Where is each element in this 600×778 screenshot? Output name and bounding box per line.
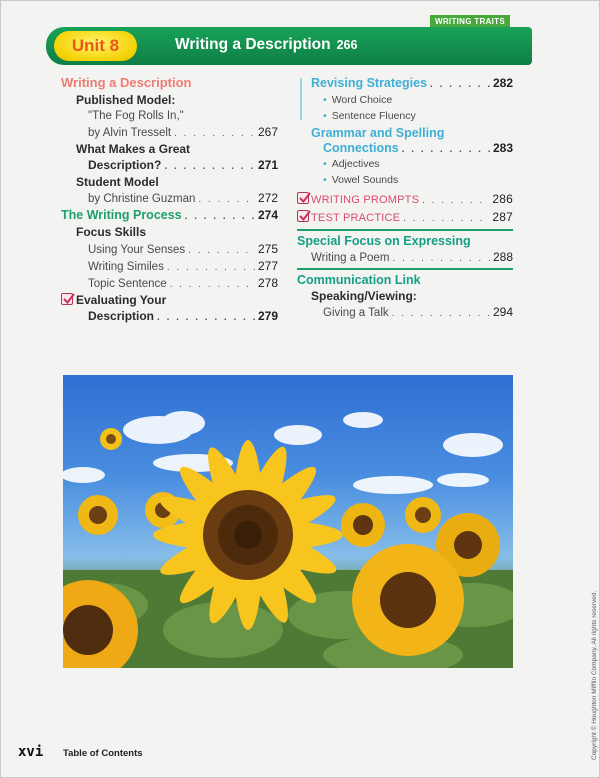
bullet-label: Adjectives	[331, 158, 380, 170]
bullet-icon: •	[323, 174, 327, 186]
bullet-icon: •	[323, 158, 327, 170]
toc-entry-revising[interactable]	[311, 75, 513, 91]
toc-entry-writing-process[interactable]	[61, 207, 278, 223]
communication-entry: Giving a Talk	[323, 307, 389, 319]
divider-rule	[297, 229, 513, 231]
published-model-author: by Alvin Tresselt	[88, 127, 172, 139]
list-item	[323, 108, 416, 124]
page-number: 267	[257, 125, 278, 139]
page-number: 283	[492, 141, 513, 155]
grammar-line2: Connections	[323, 141, 399, 155]
writing-prompts-label: WRITING PROMPTS	[311, 194, 420, 206]
focus-skill-label: Using Your Senses	[88, 244, 186, 256]
leader-dots	[403, 211, 489, 227]
section-title: Writing a Description	[61, 75, 192, 90]
toc-entry-focus-skill[interactable]	[88, 241, 278, 257]
toc-entry-published-model[interactable]	[88, 124, 278, 140]
focus-skill-label: Topic Sentence	[88, 278, 167, 290]
unit-page-number: 266	[336, 38, 358, 52]
page-number: 282	[492, 76, 513, 90]
writing-traits-tag: WRITING TRAITS	[430, 15, 510, 28]
leader-dots	[185, 209, 255, 225]
bullet-icon: •	[323, 110, 327, 122]
leader-dots	[170, 277, 255, 293]
special-focus-heading: Special Focus on Expressing	[297, 234, 471, 248]
page-number: 286	[492, 192, 513, 206]
toc-entry-test-practice[interactable]	[311, 209, 513, 225]
communication-heading: Communication Link	[297, 273, 421, 287]
page-number: 277	[257, 259, 278, 273]
footer-page-number: xvi	[18, 744, 44, 760]
check-icon	[297, 210, 309, 222]
sunflower-main	[153, 440, 343, 630]
communication-sub: Speaking/Viewing:	[311, 289, 417, 303]
great-description-line1: What Makes a Great	[76, 142, 191, 156]
bullet-label: Vowel Sounds	[331, 174, 399, 186]
revising-label: Revising Strategies	[311, 76, 428, 90]
leader-dots	[188, 243, 255, 259]
published-model-title: "The Fog Rolls In,"	[88, 110, 184, 122]
page-number: 271	[257, 158, 278, 172]
check-icon	[61, 293, 73, 305]
toc-entry-writing-prompts[interactable]	[311, 191, 513, 207]
toc-entry-student-model[interactable]	[88, 190, 278, 206]
list-item	[323, 92, 392, 108]
check-icon	[297, 192, 309, 204]
test-practice-label: TEST PRACTICE	[311, 212, 401, 224]
special-focus-entry: Writing a Poem	[311, 252, 390, 264]
leader-dots	[167, 260, 255, 276]
page-number: 294	[492, 305, 513, 319]
student-model-author: by Christine Guzman	[88, 193, 196, 205]
page-number: 275	[257, 242, 278, 256]
page-number: 288	[492, 250, 513, 264]
page-number: 272	[257, 191, 278, 205]
leader-dots	[430, 77, 490, 93]
leader-dots	[392, 306, 490, 322]
leader-dots	[164, 159, 255, 175]
divider-rule	[297, 268, 513, 270]
bullet-label: Word Choice	[331, 94, 393, 106]
page-number: 287	[492, 210, 513, 224]
toc-entry-focus-skill[interactable]	[88, 275, 278, 291]
writing-process-label: The Writing Process	[61, 208, 182, 222]
focus-skills-heading: Focus Skills	[76, 225, 147, 239]
student-model-heading: Student Model	[76, 175, 159, 189]
unit-title-text: Writing a Description	[175, 36, 331, 53]
focus-skill-label: Writing Similes	[88, 261, 164, 273]
leader-dots	[402, 142, 490, 158]
published-model-heading: Published Model:	[76, 93, 176, 107]
list-item	[323, 172, 398, 188]
unit-label: Unit 8	[54, 31, 137, 61]
toc-entry-grammar[interactable]	[323, 140, 513, 156]
copyright-note: Copyright © Houghton Mifflin Company. All rights reserved.	[591, 590, 598, 760]
footer-label: Table of Contents	[63, 748, 143, 759]
page-number: 279	[257, 309, 278, 323]
leader-dots	[157, 310, 255, 326]
divider-line	[300, 78, 302, 120]
great-description-line2: Description?	[88, 158, 162, 172]
leader-dots	[198, 192, 255, 208]
toc-entry-great-description[interactable]	[88, 157, 278, 173]
page-number: 274	[257, 208, 278, 222]
sunflower-medium-right	[352, 544, 464, 656]
toc-entry-focus-skill[interactable]	[88, 258, 278, 274]
evaluating-line2: Description	[88, 309, 155, 323]
sunflower-illustration	[63, 375, 513, 668]
toc-entry-communication[interactable]	[323, 304, 513, 320]
leader-dots	[174, 126, 255, 142]
toc-entry-special-focus[interactable]	[311, 249, 513, 265]
grammar-line1: Grammar and Spelling	[311, 126, 445, 140]
page-number: 278	[257, 276, 278, 290]
bullet-label: Sentence Fluency	[331, 110, 416, 122]
leader-dots	[392, 251, 490, 267]
sunflower-field-photo	[63, 375, 513, 668]
toc-entry-evaluating[interactable]	[88, 308, 278, 324]
list-item	[323, 156, 380, 172]
leader-dots	[422, 193, 489, 209]
bullet-icon: •	[323, 94, 327, 106]
evaluating-line1: Evaluating Your	[76, 293, 167, 307]
unit-title	[175, 35, 357, 55]
